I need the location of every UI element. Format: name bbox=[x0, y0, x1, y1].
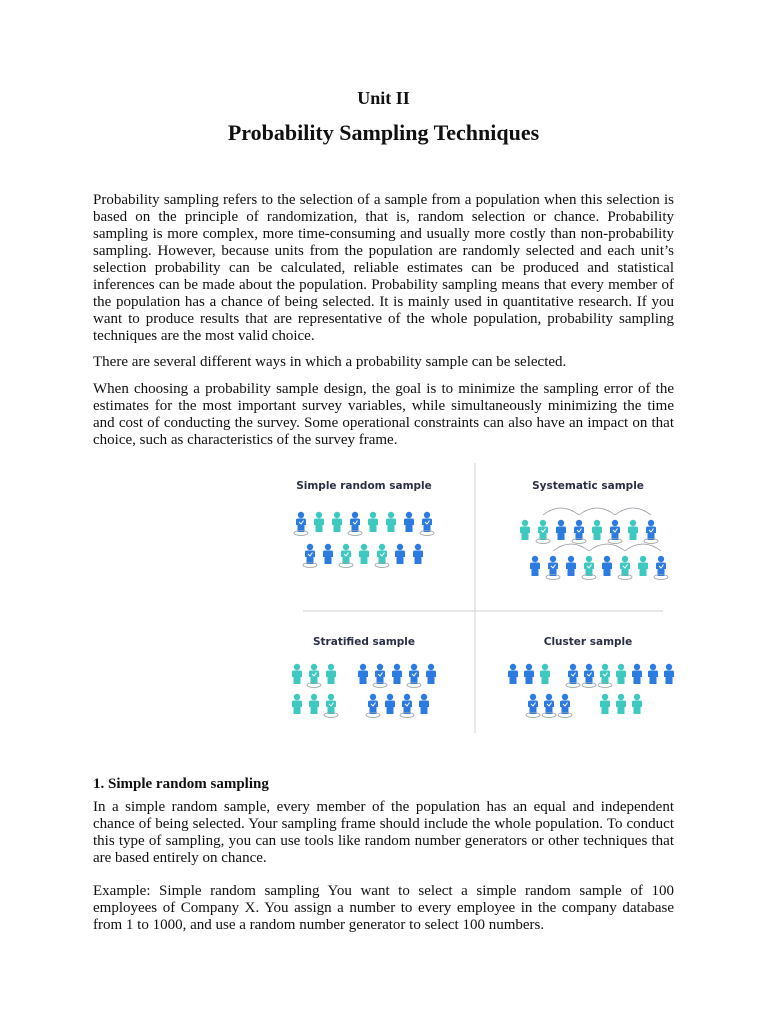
person-icon bbox=[413, 544, 423, 564]
person-icon bbox=[309, 694, 319, 714]
person-icon bbox=[628, 520, 638, 540]
person-icon bbox=[566, 664, 580, 688]
person-icon bbox=[366, 694, 380, 718]
section1-paragraph-1: In a simple random sample, every member of the population has an equal and independent chance of being selected. Your sampling frame should include the whole population. To conduct this type of sampling, you can use tools like random number generators or other techniques that are based entirely on chance. bbox=[93, 799, 674, 866]
selection-arc bbox=[625, 544, 661, 551]
person-icon bbox=[307, 664, 321, 688]
person-icon bbox=[426, 664, 436, 684]
section-heading-simple-random: 1. Simple random sampling bbox=[93, 776, 269, 792]
person-icon bbox=[638, 556, 648, 576]
selection-arc bbox=[553, 544, 589, 551]
person-icon bbox=[618, 556, 632, 580]
person-icon bbox=[358, 664, 368, 684]
person-icon bbox=[303, 544, 317, 568]
person-icon bbox=[375, 544, 389, 568]
person-icon bbox=[292, 664, 302, 684]
person-icon bbox=[616, 694, 626, 714]
person-icon bbox=[600, 694, 610, 714]
person-icon bbox=[540, 664, 550, 684]
intro-paragraph-3: When choosing a probability sample design, the goal is to minimize the sampling error of the estimates for the most important survey variables, while simultaneously minimizing the time and cost of conducting the survey. Some operational constraints can also have an impact on that choice, such as characteristics of the survey frame. bbox=[93, 381, 674, 448]
person-icon bbox=[566, 556, 576, 576]
person-icon bbox=[648, 664, 658, 684]
person-icon bbox=[582, 556, 596, 580]
person-icon bbox=[524, 664, 534, 684]
person-icon bbox=[420, 512, 434, 536]
selection-arc bbox=[589, 544, 625, 551]
person-icon bbox=[386, 512, 396, 532]
person-icon bbox=[392, 664, 402, 684]
sampling-diagram bbox=[263, 463, 683, 733]
panel-label-systematic: Systematic sample bbox=[532, 480, 644, 492]
person-icon bbox=[326, 664, 336, 684]
person-icon bbox=[664, 664, 674, 684]
person-icon bbox=[359, 544, 369, 564]
person-icon bbox=[395, 544, 405, 564]
person-icon bbox=[520, 520, 530, 540]
person-icon bbox=[556, 520, 566, 540]
person-icon bbox=[323, 544, 333, 564]
person-icon bbox=[348, 512, 362, 536]
panel-label-stratified: Stratified sample bbox=[312, 636, 416, 648]
sampling-methods-figure bbox=[263, 463, 683, 733]
person-icon bbox=[654, 556, 668, 580]
person-icon bbox=[407, 664, 421, 688]
person-icon bbox=[546, 556, 560, 580]
person-icon bbox=[292, 694, 302, 714]
person-icon bbox=[616, 664, 626, 684]
person-icon bbox=[373, 664, 387, 688]
person-icon bbox=[385, 694, 395, 714]
person-icon bbox=[530, 556, 540, 576]
person-icon bbox=[339, 544, 353, 568]
person-icon bbox=[582, 664, 596, 688]
panel-label-simple-random: Simple random sample bbox=[296, 480, 432, 492]
page-title: Probability Sampling Techniques bbox=[227, 120, 540, 145]
person-icon bbox=[632, 694, 642, 714]
panel-label-cluster: Cluster sample bbox=[543, 636, 633, 648]
person-icon bbox=[508, 664, 518, 684]
intro-paragraph-2: There are several different ways in which a probability sample can be selected. bbox=[93, 354, 567, 370]
selection-arc bbox=[579, 508, 615, 515]
person-icon bbox=[572, 520, 586, 544]
people-icons bbox=[292, 512, 674, 718]
person-icon bbox=[526, 694, 540, 718]
person-icon bbox=[314, 512, 324, 532]
person-icon bbox=[644, 520, 658, 544]
person-icon bbox=[558, 694, 572, 718]
person-icon bbox=[404, 512, 414, 532]
person-icon bbox=[632, 664, 642, 684]
person-icon bbox=[536, 520, 550, 544]
unit-heading: Unit II bbox=[357, 88, 410, 108]
person-icon bbox=[368, 512, 378, 532]
person-icon bbox=[324, 694, 338, 718]
person-icon bbox=[592, 520, 602, 540]
person-icon bbox=[332, 512, 342, 532]
person-icon bbox=[598, 664, 612, 688]
person-icon bbox=[294, 512, 308, 536]
selection-arc bbox=[615, 508, 651, 515]
section1-paragraph-2: Example: Simple random sampling You want to select a simple random sample of 100 employees of Company X. You assign a number to every employee in the company database from 1 to 1000, and use a random number generator to select 100 numbers. bbox=[93, 883, 674, 933]
person-icon bbox=[419, 694, 429, 714]
person-icon bbox=[602, 556, 612, 576]
person-icon bbox=[608, 520, 622, 544]
person-icon bbox=[400, 694, 414, 718]
selection-arc bbox=[543, 508, 579, 515]
intro-paragraph-1: Probability sampling refers to the selection of a sample from a population when this selection is based on the principle of randomization, that is, random selection or chance. Probability sampling is more complex, more time-consuming and usually more costly than non-probability sampling. However, because units from the population are randomly selected and each unit’s selection probability can be calculated, reliable estimates can be produced and statistical inferences can be made about the population. Probability sampling means that every member of the population has a chance of being selected. It is mainly used in quantitative research. If you want to produce results that are representative of the whole population, probability sampling techniques are the most valid choice. bbox=[93, 192, 674, 344]
person-icon bbox=[542, 694, 556, 718]
